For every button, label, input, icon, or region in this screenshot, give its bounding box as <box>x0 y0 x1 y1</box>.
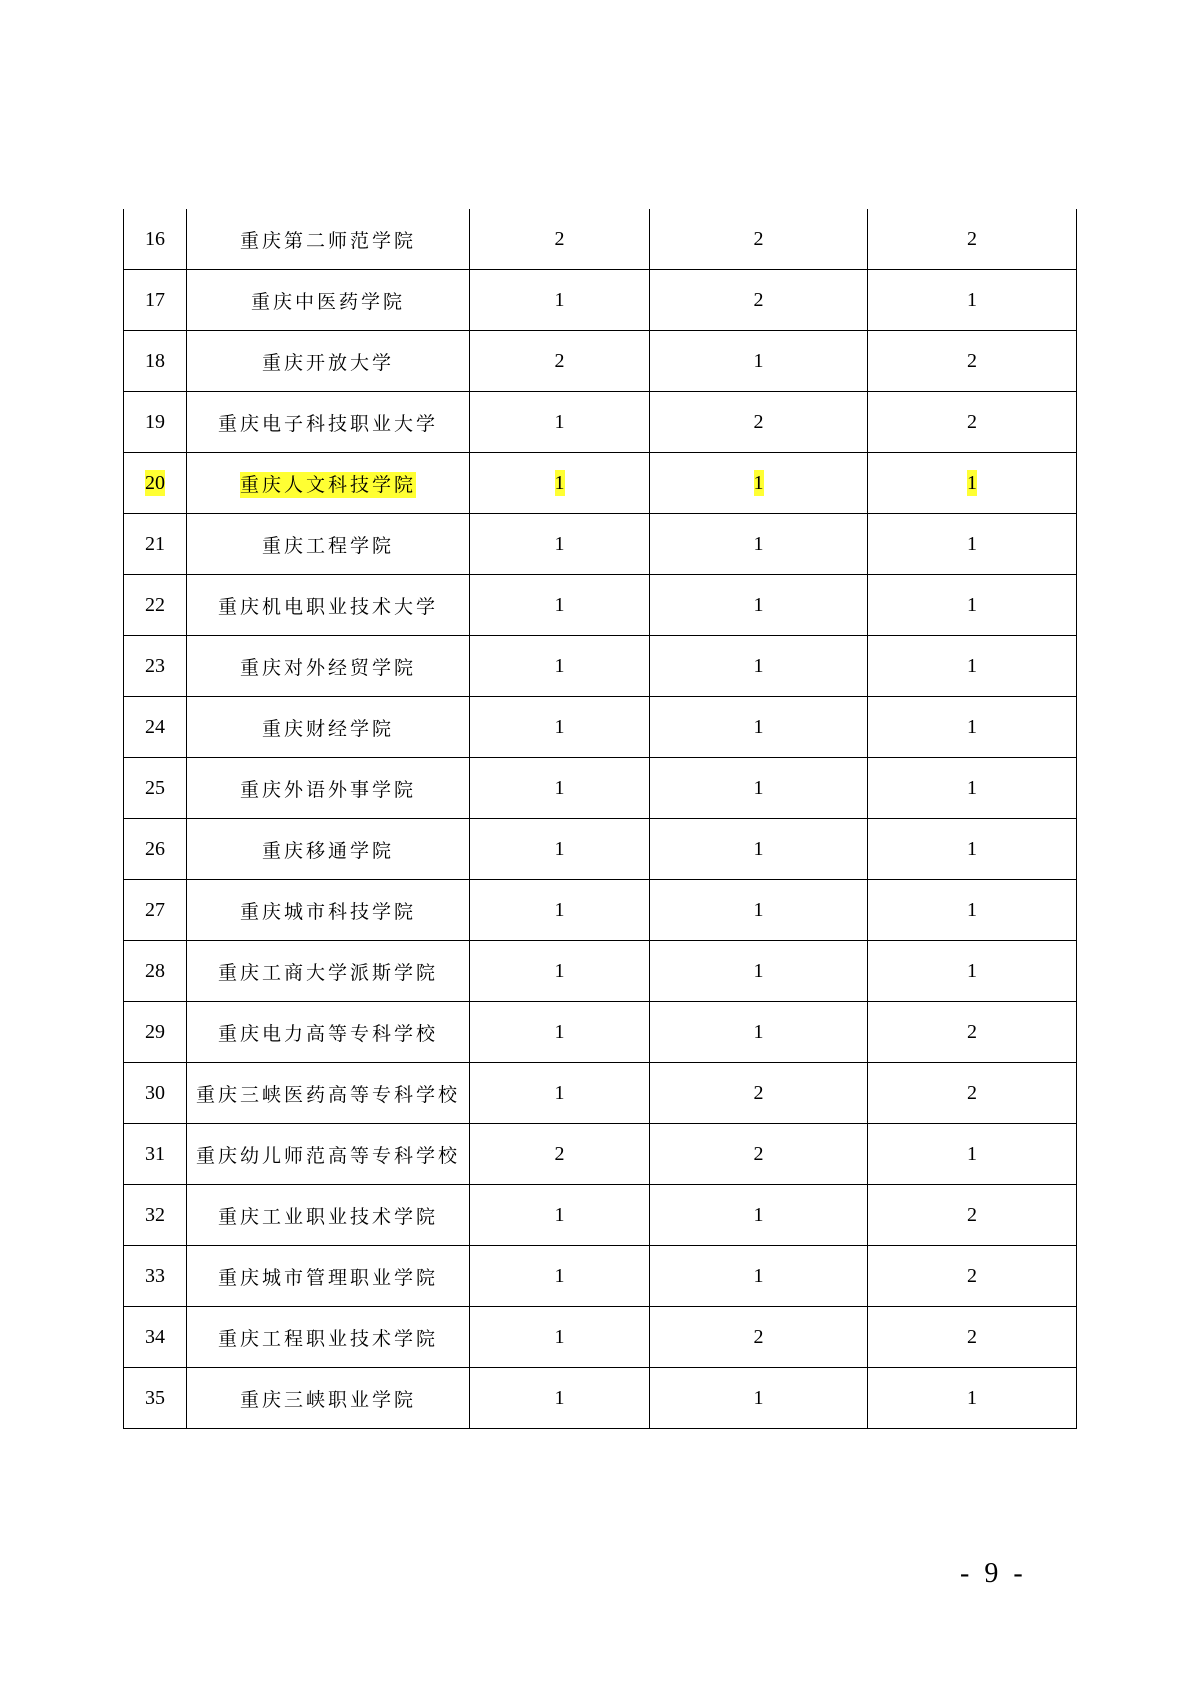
cell-row-index <box>124 758 187 819</box>
school-name-text: 重庆移通学院 <box>261 839 394 862</box>
value-col-3-text: 1 <box>967 959 977 982</box>
cell-value-col-2 <box>650 453 868 514</box>
row-index-text: 29 <box>145 1020 165 1043</box>
row-index-text: 33 <box>145 1264 165 1287</box>
cell-value-col-1 <box>470 636 650 697</box>
cell-value-col-2 <box>650 1246 868 1307</box>
value-col-3-text: 2 <box>967 1203 977 1226</box>
school-name-text: 重庆工商大学派斯学院 <box>217 961 438 984</box>
cell-value-col-3 <box>868 697 1077 758</box>
cell-school-name <box>187 880 470 941</box>
table-row <box>124 941 1077 1002</box>
cell-school-name <box>187 941 470 1002</box>
school-name-text: 重庆工业职业技术学院 <box>217 1205 438 1228</box>
cell-row-index <box>124 697 187 758</box>
cell-row-index <box>124 819 187 880</box>
value-col-3-text: 2 <box>967 1264 977 1287</box>
cell-row-index <box>124 1185 187 1246</box>
value-col-3-text: 1 <box>967 1386 977 1409</box>
row-index-text: 24 <box>145 715 165 738</box>
value-col-3-text: 1 <box>967 532 977 555</box>
cell-row-index <box>124 270 187 331</box>
table-row <box>124 453 1077 514</box>
cell-value-col-3 <box>868 392 1077 453</box>
cell-value-col-3 <box>868 880 1077 941</box>
cell-value-col-1 <box>470 453 650 514</box>
cell-row-index <box>124 1124 187 1185</box>
cell-value-col-1 <box>470 575 650 636</box>
table-row <box>124 880 1077 941</box>
cell-row-index <box>124 880 187 941</box>
cell-value-col-3 <box>868 331 1077 392</box>
cell-value-col-1 <box>470 819 650 880</box>
cell-value-col-1 <box>470 1063 650 1124</box>
cell-value-col-3 <box>868 941 1077 1002</box>
cell-value-col-1 <box>470 1185 650 1246</box>
value-col-3-text: 1 <box>967 654 977 677</box>
cell-row-index <box>124 453 187 514</box>
value-col-3-text: 1 <box>967 288 977 311</box>
cell-row-index <box>124 392 187 453</box>
value-col-2-text: 1 <box>753 959 764 982</box>
row-index-text: 22 <box>145 593 165 616</box>
cell-value-col-3 <box>868 453 1077 514</box>
row-index-text: 34 <box>145 1325 165 1348</box>
cell-school-name <box>187 758 470 819</box>
cell-value-col-1 <box>470 392 650 453</box>
cell-school-name <box>187 514 470 575</box>
row-index-text: 31 <box>145 1142 165 1165</box>
school-name-text: 重庆工程学院 <box>261 534 394 557</box>
row-index-text: 20 <box>145 471 165 494</box>
table-row <box>124 1246 1077 1307</box>
row-index-text: 27 <box>145 898 165 921</box>
school-name-text: 重庆电力高等专科学校 <box>217 1022 438 1045</box>
value-col-1-text: 1 <box>554 959 565 982</box>
cell-value-col-3 <box>868 514 1077 575</box>
school-name-text: 重庆中医药学院 <box>250 290 405 313</box>
cell-row-index <box>124 941 187 1002</box>
value-col-1-text: 1 <box>554 1386 565 1409</box>
value-col-2-text: 1 <box>753 532 764 555</box>
row-index-text: 28 <box>145 959 165 982</box>
cell-value-col-1 <box>470 1002 650 1063</box>
value-col-1-text: 1 <box>554 532 565 555</box>
row-index-text: 25 <box>145 776 165 799</box>
cell-value-col-3 <box>868 758 1077 819</box>
table-row <box>124 514 1077 575</box>
cell-value-col-3 <box>868 1307 1077 1368</box>
value-col-2-text: 1 <box>753 349 764 372</box>
value-col-3-text: 1 <box>967 471 977 494</box>
cell-row-index <box>124 1246 187 1307</box>
row-index-text: 30 <box>145 1081 165 1104</box>
value-col-3-text: 1 <box>967 593 977 616</box>
value-col-2-text: 2 <box>753 1081 764 1104</box>
cell-value-col-2 <box>650 941 868 1002</box>
cell-value-col-1 <box>470 758 650 819</box>
row-index-text: 16 <box>145 227 165 250</box>
school-name-text: 重庆人文科技学院 <box>239 473 416 496</box>
value-col-1-text: 1 <box>554 898 565 921</box>
cell-value-col-2 <box>650 392 868 453</box>
cell-value-col-2 <box>650 697 868 758</box>
cell-school-name <box>187 1307 470 1368</box>
school-name-text: 重庆三峡职业学院 <box>239 1388 416 1411</box>
value-col-1-text: 1 <box>554 654 565 677</box>
cell-row-index <box>124 1307 187 1368</box>
value-col-1-text: 1 <box>554 1203 565 1226</box>
value-col-2-text: 2 <box>753 1325 764 1348</box>
cell-value-col-2 <box>650 1185 868 1246</box>
row-index-text: 26 <box>145 837 165 860</box>
cell-value-col-1 <box>470 331 650 392</box>
value-col-2-text: 1 <box>753 837 764 860</box>
table-row <box>124 1368 1077 1429</box>
school-name-text: 重庆财经学院 <box>261 717 394 740</box>
value-col-3-text: 2 <box>967 227 977 250</box>
cell-value-col-3 <box>868 1246 1077 1307</box>
row-index-text: 35 <box>145 1386 165 1409</box>
school-name-text: 重庆开放大学 <box>261 351 394 374</box>
cell-value-col-2 <box>650 331 868 392</box>
cell-school-name <box>187 1063 470 1124</box>
cell-value-col-2 <box>650 1002 868 1063</box>
row-index-text: 19 <box>145 410 165 433</box>
cell-value-col-3 <box>868 1368 1077 1429</box>
cell-school-name <box>187 1246 470 1307</box>
value-col-3-text: 1 <box>967 715 977 738</box>
cell-row-index <box>124 514 187 575</box>
cell-value-col-2 <box>650 575 868 636</box>
value-col-3-text: 2 <box>967 410 977 433</box>
cell-value-col-2 <box>650 514 868 575</box>
value-col-3-text: 1 <box>967 837 977 860</box>
value-col-2-text: 1 <box>753 1264 764 1287</box>
value-col-1-text: 1 <box>554 715 565 738</box>
table-row <box>124 1124 1077 1185</box>
value-col-2-text: 1 <box>753 593 764 616</box>
table-row <box>124 270 1077 331</box>
cell-row-index <box>124 331 187 392</box>
value-col-2-text: 2 <box>753 410 764 433</box>
cell-value-col-3 <box>868 1124 1077 1185</box>
cell-school-name <box>187 209 470 270</box>
school-name-text: 重庆机电职业技术大学 <box>217 595 438 618</box>
cell-value-col-2 <box>650 270 868 331</box>
cell-value-col-2 <box>650 880 868 941</box>
cell-row-index <box>124 575 187 636</box>
value-col-3-text: 2 <box>967 1020 977 1043</box>
value-col-2-text: 2 <box>753 227 764 250</box>
cell-school-name <box>187 1002 470 1063</box>
value-col-2-text: 2 <box>753 1142 764 1165</box>
table-row <box>124 1307 1077 1368</box>
cell-school-name <box>187 575 470 636</box>
cell-value-col-3 <box>868 270 1077 331</box>
cell-row-index <box>124 1368 187 1429</box>
cell-school-name <box>187 1124 470 1185</box>
table-row <box>124 697 1077 758</box>
cell-value-col-1 <box>470 270 650 331</box>
value-col-3-text: 1 <box>967 898 977 921</box>
cell-value-col-2 <box>650 209 868 270</box>
cell-value-col-1 <box>470 880 650 941</box>
value-col-1-text: 1 <box>554 1020 565 1043</box>
cell-school-name <box>187 1185 470 1246</box>
cell-value-col-1 <box>470 941 650 1002</box>
cell-row-index <box>124 1063 187 1124</box>
value-col-3-text: 2 <box>967 1081 977 1104</box>
cell-value-col-2 <box>650 819 868 880</box>
cell-value-col-1 <box>470 514 650 575</box>
school-name-text: 重庆第二师范学院 <box>239 229 416 252</box>
school-name-text: 重庆城市科技学院 <box>239 900 416 923</box>
value-col-2-text: 1 <box>753 715 764 738</box>
school-table <box>123 209 1077 1429</box>
value-col-2-text: 1 <box>753 1020 764 1043</box>
cell-school-name <box>187 819 470 880</box>
cell-value-col-1 <box>470 1368 650 1429</box>
cell-value-col-3 <box>868 636 1077 697</box>
cell-value-col-1 <box>470 209 650 270</box>
row-index-text: 32 <box>145 1203 165 1226</box>
cell-value-col-1 <box>470 1246 650 1307</box>
cell-value-col-2 <box>650 1063 868 1124</box>
value-col-1-text: 1 <box>554 1081 565 1104</box>
value-col-1-text: 1 <box>554 1325 565 1348</box>
cell-value-col-2 <box>650 1307 868 1368</box>
cell-value-col-1 <box>470 1307 650 1368</box>
school-name-text: 重庆外语外事学院 <box>239 778 416 801</box>
cell-value-col-2 <box>650 758 868 819</box>
value-col-1-text: 2 <box>554 349 565 372</box>
cell-value-col-3 <box>868 819 1077 880</box>
cell-row-index <box>124 1002 187 1063</box>
cell-value-col-1 <box>470 697 650 758</box>
cell-value-col-2 <box>650 1124 868 1185</box>
cell-value-col-3 <box>868 209 1077 270</box>
school-name-text: 重庆电子科技职业大学 <box>217 412 438 435</box>
value-col-3-text: 2 <box>967 349 977 372</box>
row-index-text: 21 <box>145 532 165 555</box>
cell-school-name <box>187 392 470 453</box>
value-col-2-text: 1 <box>753 1386 764 1409</box>
row-index-text: 17 <box>145 288 165 311</box>
table-row <box>124 331 1077 392</box>
row-index-text: 23 <box>145 654 165 677</box>
value-col-3-text: 2 <box>967 1325 977 1348</box>
value-col-3-text: 1 <box>967 1142 977 1165</box>
cell-value-col-3 <box>868 1185 1077 1246</box>
value-col-2-text: 1 <box>753 776 764 799</box>
value-col-1-text: 1 <box>554 776 565 799</box>
value-col-1-text: 1 <box>554 1264 565 1287</box>
table-row <box>124 758 1077 819</box>
value-col-2-text: 1 <box>753 898 764 921</box>
table-row <box>124 1185 1077 1246</box>
school-table-container <box>123 209 1076 1429</box>
cell-school-name <box>187 636 470 697</box>
value-col-1-text: 1 <box>554 288 565 311</box>
value-col-1-text: 1 <box>554 837 565 860</box>
table-row <box>124 636 1077 697</box>
cell-school-name <box>187 453 470 514</box>
value-col-1-text: 1 <box>554 410 565 433</box>
school-name-text: 重庆工程职业技术学院 <box>217 1327 438 1350</box>
cell-value-col-3 <box>868 1002 1077 1063</box>
school-name-text: 重庆对外经贸学院 <box>239 656 416 679</box>
cell-row-index <box>124 636 187 697</box>
cell-value-col-3 <box>868 575 1077 636</box>
table-row <box>124 1002 1077 1063</box>
cell-school-name <box>187 697 470 758</box>
table-row <box>124 392 1077 453</box>
value-col-1-text: 2 <box>554 227 565 250</box>
row-index-text: 18 <box>145 349 165 372</box>
value-col-3-text: 1 <box>967 776 977 799</box>
table-row <box>124 209 1077 270</box>
table-row <box>124 1063 1077 1124</box>
cell-value-col-3 <box>868 1063 1077 1124</box>
cell-value-col-2 <box>650 636 868 697</box>
table-row <box>124 819 1077 880</box>
value-col-1-text: 1 <box>554 471 565 494</box>
value-col-1-text: 2 <box>554 1142 565 1165</box>
table-row <box>124 575 1077 636</box>
value-col-2-text: 1 <box>753 471 764 494</box>
school-name-text: 重庆城市管理职业学院 <box>217 1266 438 1289</box>
cell-value-col-1 <box>470 1124 650 1185</box>
cell-row-index <box>124 209 187 270</box>
cell-value-col-2 <box>650 1368 868 1429</box>
value-col-1-text: 1 <box>554 593 565 616</box>
school-name-text: 重庆幼儿师范高等专科学校 <box>195 1144 460 1167</box>
cell-school-name <box>187 270 470 331</box>
table-body <box>124 209 1077 1429</box>
cell-school-name <box>187 1368 470 1429</box>
cell-school-name <box>187 331 470 392</box>
value-col-2-text: 1 <box>753 654 764 677</box>
value-col-2-text: 1 <box>753 1203 764 1226</box>
page-number: - 9 - <box>960 1558 1027 1589</box>
school-name-text: 重庆三峡医药高等专科学校 <box>195 1083 460 1106</box>
value-col-2-text: 2 <box>753 288 764 311</box>
